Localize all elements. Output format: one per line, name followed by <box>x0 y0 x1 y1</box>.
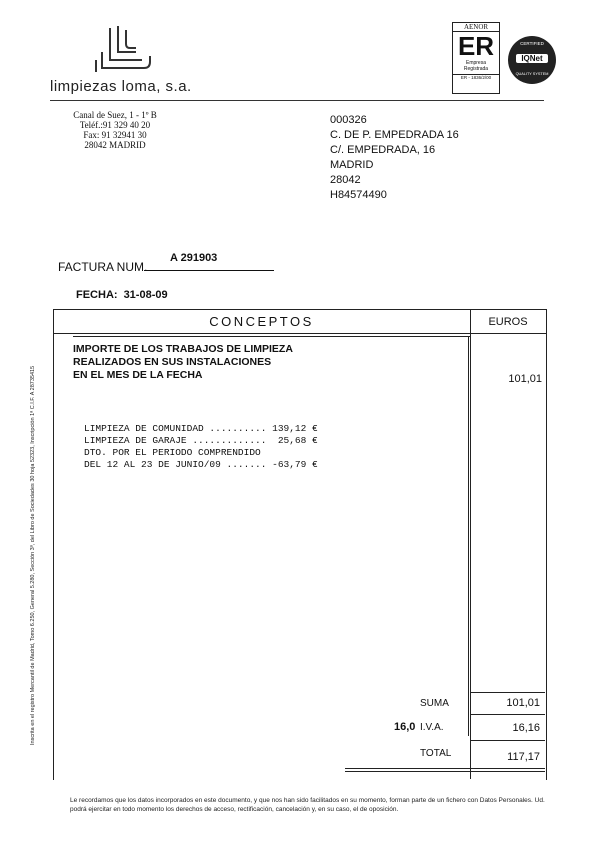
totals-rule <box>470 714 545 715</box>
client-line: H84574490 <box>330 189 387 201</box>
table-header-rule <box>53 333 546 334</box>
detail-line: LIMPIEZA DE COMUNIDAD .......... 139,12 € <box>84 423 318 434</box>
detail-line: DTO. POR EL PERIODO COMPRENDIDO <box>84 447 261 458</box>
concepts-header: CONCEPTOS <box>209 314 314 329</box>
client-line: 28042 <box>330 174 361 186</box>
aenor-er-icon: ER <box>457 31 495 61</box>
total-label: TOTAL <box>420 748 452 759</box>
invoice-date-value: 31-08-09 <box>123 289 168 301</box>
totals-rule <box>470 692 545 693</box>
suma-value: 101,01 <box>506 697 540 709</box>
address-line: Teléf.:91 329 40 20 <box>79 120 151 130</box>
aenor-sub2: Registrada <box>463 66 489 72</box>
euros-header: EUROS <box>488 316 528 328</box>
table-inner-rule <box>73 336 470 337</box>
invoice-number: A 291903 <box>170 252 218 264</box>
detail-line: DEL 12 AL 23 DE JUNIO/09 ....... -63,79 € <box>84 459 318 470</box>
address-line: 28042 MADRID <box>84 140 146 150</box>
company-name: limpiezas loma, s.a. <box>50 78 192 95</box>
aenor-sub1: Empresa <box>465 60 486 66</box>
detail-lines <box>84 423 318 471</box>
totals-rule <box>470 740 545 741</box>
iqnet-top: CERTIFIED <box>520 41 544 46</box>
aenor-cert <box>452 22 500 94</box>
company-address <box>60 110 170 150</box>
invoice-date-label: FECHA: <box>76 289 118 301</box>
client-line: 000326 <box>330 114 367 126</box>
iqnet-cert <box>508 36 556 84</box>
registry-sidebar: Inscrita en el registro Mercantil de Madrid, Tomo 6.250, General 5.280, Sección 3ª, del Libro de Sociedades 30 hoja 52323, Inscripción 1ª C.I.F. A 28735415 <box>30 365 36 745</box>
company-logo <box>92 22 154 74</box>
detail-line: LIMPIEZA DE GARAJE ............. 25,68 € <box>84 435 318 446</box>
description-line: IMPORTE DE LOS TRABAJOS DE LIMPIEZA <box>73 343 293 355</box>
privacy-footer: Le recordamos que los datos incorporados en este documento, y que nos han sido facilitados en su momento, forman parte de un fichero con Datos Personales. Ud. podrá ejercitar en todo momento los derechos de acceso, rectificación, cancelación y, en su caso, el de oposición. <box>70 797 545 813</box>
client-line: C. DE P. EMPEDRADA 16 <box>330 129 459 141</box>
client-block <box>330 113 459 203</box>
concept-amount: 101,01 <box>508 373 542 385</box>
iva-value: 16,16 <box>512 722 540 734</box>
header-rule <box>50 100 544 101</box>
address-line: Fax: 91 32941 30 <box>83 130 147 140</box>
description-line: REALIZADOS EN SUS INSTALACIONES <box>73 356 272 368</box>
concept-description <box>73 343 293 382</box>
suma-label: SUMA <box>420 698 449 709</box>
invoice-number-label: FACTURA NUM. <box>58 260 148 274</box>
client-line: C/. EMPEDRADA, 16 <box>330 144 436 156</box>
iqnet-bottom: QUALITY SYSTEM <box>515 72 549 76</box>
description-line: EN EL MES DE LA FECHA <box>73 369 203 381</box>
total-double-rule <box>345 771 545 772</box>
iva-rate: 16,0 <box>394 721 416 733</box>
iqnet-label: IQNet <box>516 54 548 63</box>
aenor-code: ER - 1836/2/00 <box>453 74 499 80</box>
total-double-rule <box>345 768 545 769</box>
iva-label: I.V.A. <box>420 722 444 733</box>
address-line: Canal de Suez, 1 - 1º B <box>73 110 157 120</box>
invoice-number-underline <box>144 270 274 271</box>
client-line: MADRID <box>330 159 374 171</box>
invoice-date <box>76 289 174 301</box>
aenor-label: AENOR <box>453 23 499 32</box>
table-inner-divider <box>468 336 469 736</box>
total-value: 117,17 <box>507 751 540 763</box>
